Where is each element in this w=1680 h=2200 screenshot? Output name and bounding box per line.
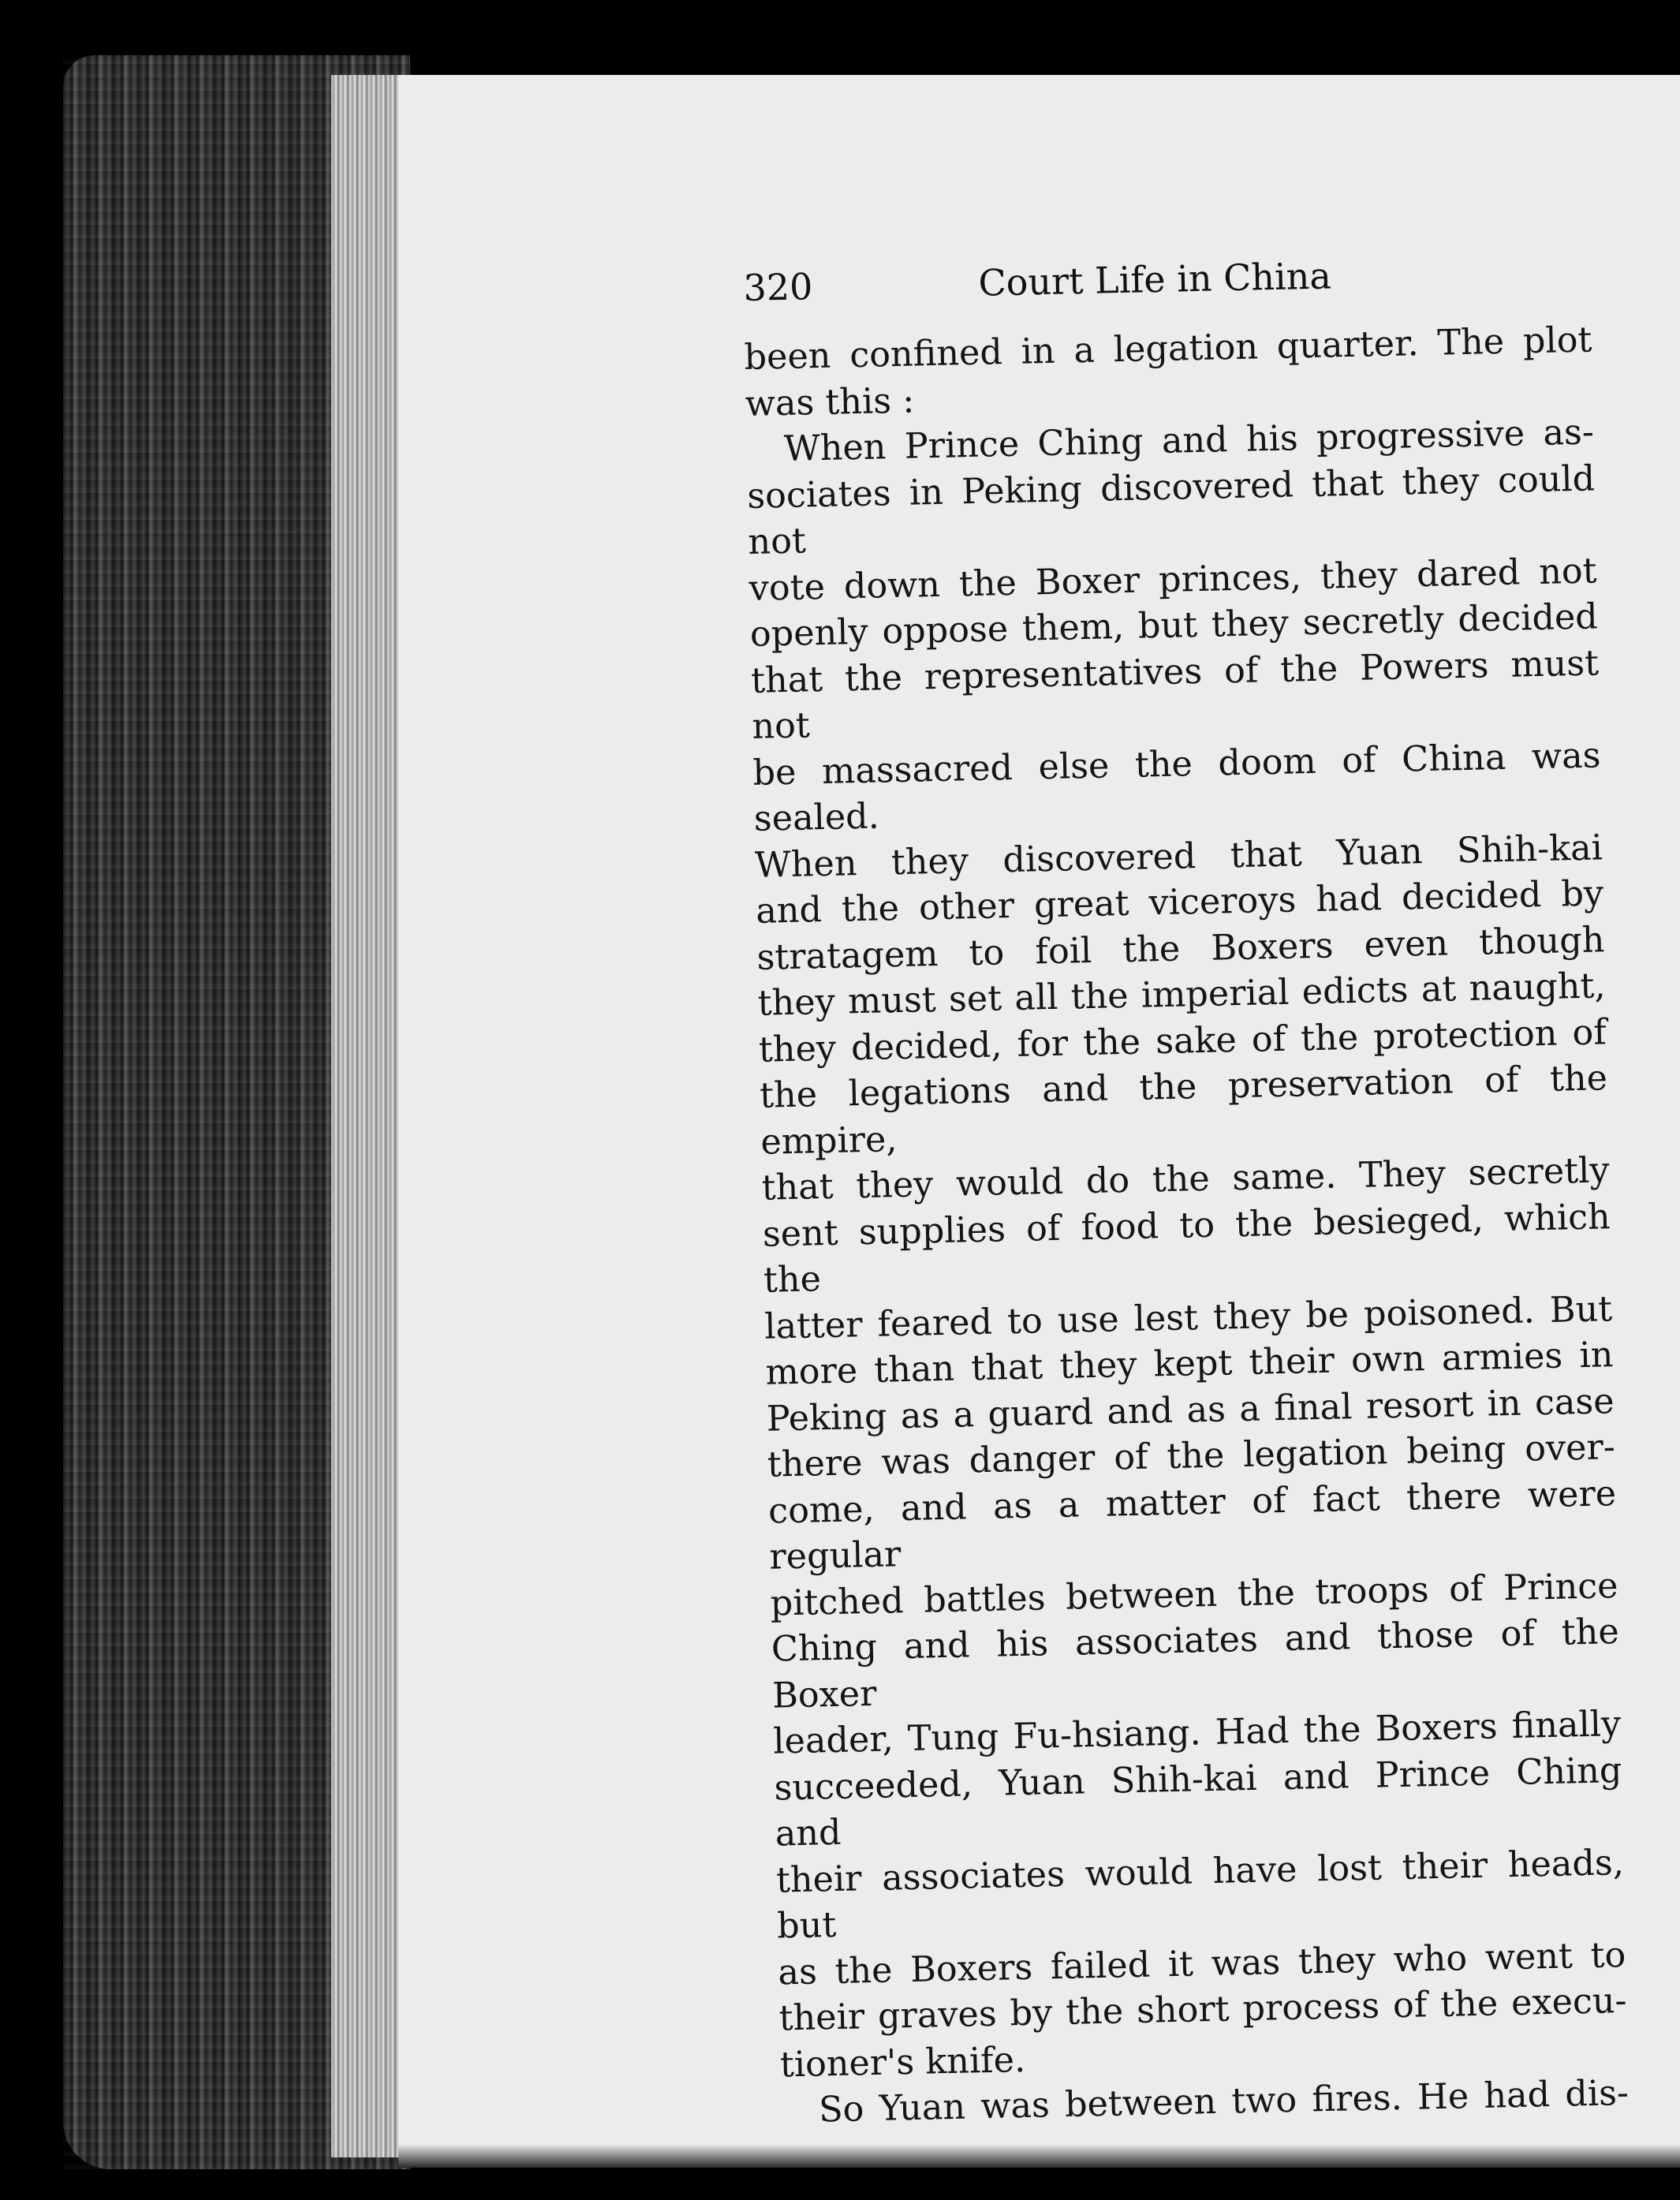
text-line: they decided, for the sake of the protection of	[758, 1011, 1607, 1070]
text-line: and the other great viceroys had decided by	[755, 873, 1604, 932]
running-title: Court Life in China	[977, 254, 1332, 304]
text-line: as the Boxers failed it was they who went to	[777, 1934, 1626, 1993]
text-line: leader, Tung Fu-hsiang. Had the Boxers finally	[772, 1704, 1622, 1762]
text-line: sent supplies of food to the besieged, which the	[762, 1196, 1611, 1301]
page-number: 320	[743, 265, 813, 309]
text-line: there was danger of the legation being over-	[767, 1427, 1616, 1485]
page-bottom-shadow	[398, 2144, 1680, 2168]
text-line: openly oppose them, but they secretly decided	[749, 596, 1599, 655]
text-line: When Prince Ching and his progressive as-	[783, 412, 1595, 469]
text-line: that they would do the same. They secretly	[761, 1150, 1610, 1208]
text-line: been confined in a legation quarter. The plot	[744, 319, 1592, 378]
text-line: tioner's knife.	[779, 2039, 1026, 2086]
text-line: Peking as a guard and as a final resort in case	[766, 1380, 1615, 1440]
text-line: When they discovered that Yuan Shih-kai	[754, 827, 1603, 886]
text-line: Ching and his associates and those of the Boxer	[771, 1612, 1620, 1716]
text-line: latter feared to use lest they be poisoned. But	[763, 1288, 1613, 1347]
text-line: that the representatives of the Powers must not	[750, 642, 1600, 747]
text-line: their associates would have lost their heads, but	[775, 1842, 1625, 1947]
text-line: stratagem to foil the Boxers even though	[756, 919, 1605, 978]
text-line: be massacred else the doom of China was sealed.	[752, 734, 1601, 839]
text-line: So Yuan was between two fires. He had dis-	[818, 2072, 1630, 2131]
text-line: sociates in Peking discovered that they could not	[746, 458, 1596, 562]
text-line: the legations and the preservation of the empire,	[759, 1058, 1608, 1163]
body-text	[744, 317, 1630, 2135]
paragraph	[745, 409, 1628, 2088]
text-line: more than that they kept their own armies in	[765, 1335, 1614, 1393]
text-line: come, and as a matter of fact there were regular	[767, 1473, 1617, 1578]
text-line: their graves by the short process of the execu-	[778, 1981, 1627, 2039]
paragraph	[744, 317, 1593, 427]
text-line: was this :	[745, 379, 915, 424]
text-line: succeeded, Yuan Shih-kai and Prince Ching and	[774, 1750, 1622, 1854]
text-line: pitched battles between the troops of Prince	[770, 1565, 1618, 1624]
text-line: vote down the Boxer princes, they dared not	[749, 550, 1598, 609]
text-line: they must set all the imperial edicts at naught,	[757, 966, 1607, 1024]
